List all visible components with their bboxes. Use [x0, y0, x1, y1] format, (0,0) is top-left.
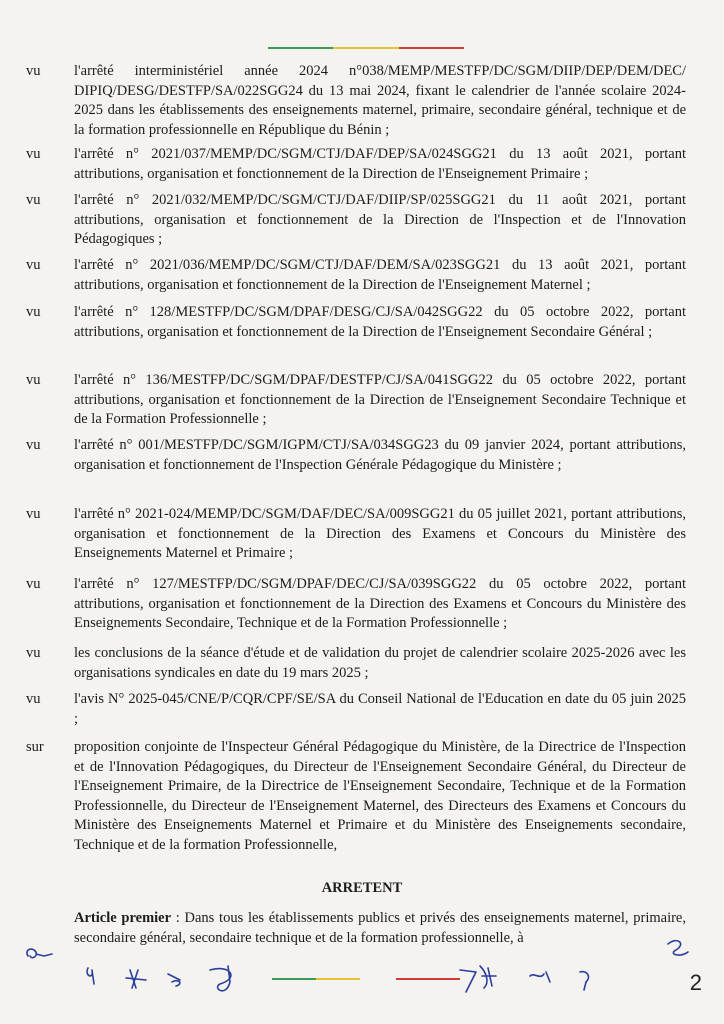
entry-lead: vu — [26, 63, 41, 79]
entry-text: l'arrêté interministériel année 2024 n°038/MEMP/MESTFP/DC/SGM/DIIP/DEP/DEM/DEC/ DIPIQ/DESG/DESTFP/SA/022SGG24 du 13 mai 2024, fixant le calendrier de l'année scolaire 2024-2025 dans les établissements des enseignements maternel, primaire, secondaire général, technique et de la formation professionnelle en République du Bénin ; — [74, 63, 686, 138]
entry-lead: vu — [26, 506, 41, 522]
article-label: Article premier — [74, 910, 172, 926]
entry-lead: sur — [26, 739, 44, 755]
entry-lead: vu — [26, 372, 41, 388]
entry-text: l'arrêté n° 136/MESTFP/DC/SGM/DPAF/DESTFP/CJ/SA/041SGG22 du 05 octobre 2022, portant attributions, organisation et fonctionnement de la Direction de l'Enseignement Secondaire Technique et de la Formation Professionnelle ; — [74, 372, 686, 427]
decree-heading: ARRETENT — [321, 880, 403, 896]
entry-lead: vu — [26, 304, 41, 320]
page-number: 2 — [689, 970, 702, 995]
flag-yellow-segment — [316, 978, 360, 980]
article-premier — [74, 909, 686, 948]
entry-lead: vu — [26, 257, 41, 273]
initials-left-mark — [22, 938, 62, 968]
entry-text: l'avis N° 2025-045/CNE/P/CQR/CPF/SE/SA du Conseil National de l'Education en date du 05 juin 2025 ; — [74, 691, 686, 727]
entry-text: l'arrêté n° 2021/032/MEMP/DC/SGM/CTJ/DAF/DIIP/SP/025SGG21 du 11 août 2021, portant attributions, organisation et fonctionnement de la Direction de l'Inspection et de l'Innovation Pédagogiques ; — [74, 192, 686, 247]
entry-text: les conclusions de la séance d'étude et de validation du projet de calendrier scolaire 2025-2026 avec les organisations syndicales en date du 19 mars 2025 ; — [74, 645, 686, 681]
article-text: : Dans tous les établissements publics et privés des enseignements maternel, primaire, secondaire général, secondaire technique et de la formation professionnelle, à — [74, 910, 686, 946]
flag-red-segment — [399, 47, 464, 49]
signature-paraphs-row — [80, 958, 620, 1002]
flag-green-segment — [272, 978, 316, 980]
entry-lead: vu — [26, 576, 41, 592]
entry-lead: vu — [26, 146, 41, 162]
entry-lead: vu — [26, 691, 41, 707]
flag-green-segment — [268, 47, 333, 49]
entry-text: proposition conjointe de l'Inspecteur Général Pédagogique du Ministère, de la Directrice de l'Inspection et de l'Innovation Pédagogiques, du Directeur de l'Enseignement Secondaire Général, du Directeur de l'Enseignement Primaire, de la Directrice de l'Enseignement Secondaire, Technique et de la Formation Professionnelle, du Directeur de l'Enseignement Maternel, des Directeurs des Examens et Concours du Ministère des Enseignements Maternel et Primaire et du Ministère des Enseignements secondaire, Technique et de la formation Professionnelle, — [74, 739, 686, 853]
entry-text: l'arrêté n° 127/MESTFP/DC/SGM/DPAF/DEC/CJ/SA/039SGG22 du 05 octobre 2022, portant attributions, organisation et fonctionnement de la Direction des Examens et Concours du Ministère des Enseignements Secondaire, Technique et de la Formation Professionnelle ; — [74, 576, 686, 631]
entry-text: l'arrêté n° 2021/036/MEMP/DC/SGM/CTJ/DAF/DEM/SA/023SGG21 du 13 août 2021, portant attributions, organisation et fonctionnement de la Direction de l'Enseignement Maternel ; — [74, 257, 686, 293]
entry-lead: vu — [26, 645, 41, 661]
entry-lead: vu — [26, 437, 41, 453]
entry-lead: vu — [26, 192, 41, 208]
entry-text: l'arrêté n° 2021/037/MEMP/DC/SGM/CTJ/DAF/DEP/SA/024SGG21 du 13 août 2021, portant attributions, organisation et fonctionnement de la Direction de l'Enseignement Primaire ; — [74, 146, 686, 182]
flag-strip-top — [268, 47, 464, 49]
entry-text: l'arrêté n° 2021-024/MEMP/DC/SGM/DAF/DEC/SA/009SGG21 du 05 juillet 2021, portant attributions, organisation et fonctionnement de la Direction des Examens et Concours du Ministère des Enseignements Maternel et Primaire ; — [74, 506, 686, 561]
flag-red-segment — [396, 978, 460, 980]
flag-strip-bottom-right — [396, 978, 460, 980]
flag-yellow-segment — [333, 47, 398, 49]
initials-right-mark — [660, 934, 696, 964]
entry-text: l'arrêté n° 128/MESTFP/DC/SGM/DPAF/DESG/CJ/SA/042SGG22 du 05 octobre 2022, portant attributions, organisation et fonctionnement de la Direction de l'Enseignement Secondaire Général ; — [74, 304, 686, 340]
entry-text: l'arrêté n° 001/MESTFP/DC/SGM/IGPM/CTJ/SA/034SGG23 du 09 janvier 2024, portant attributions, organisation et fonctionnement de l'Inspection Générale Pédagogique du Ministère ; — [74, 437, 686, 473]
flag-strip-bottom-left — [272, 978, 360, 980]
